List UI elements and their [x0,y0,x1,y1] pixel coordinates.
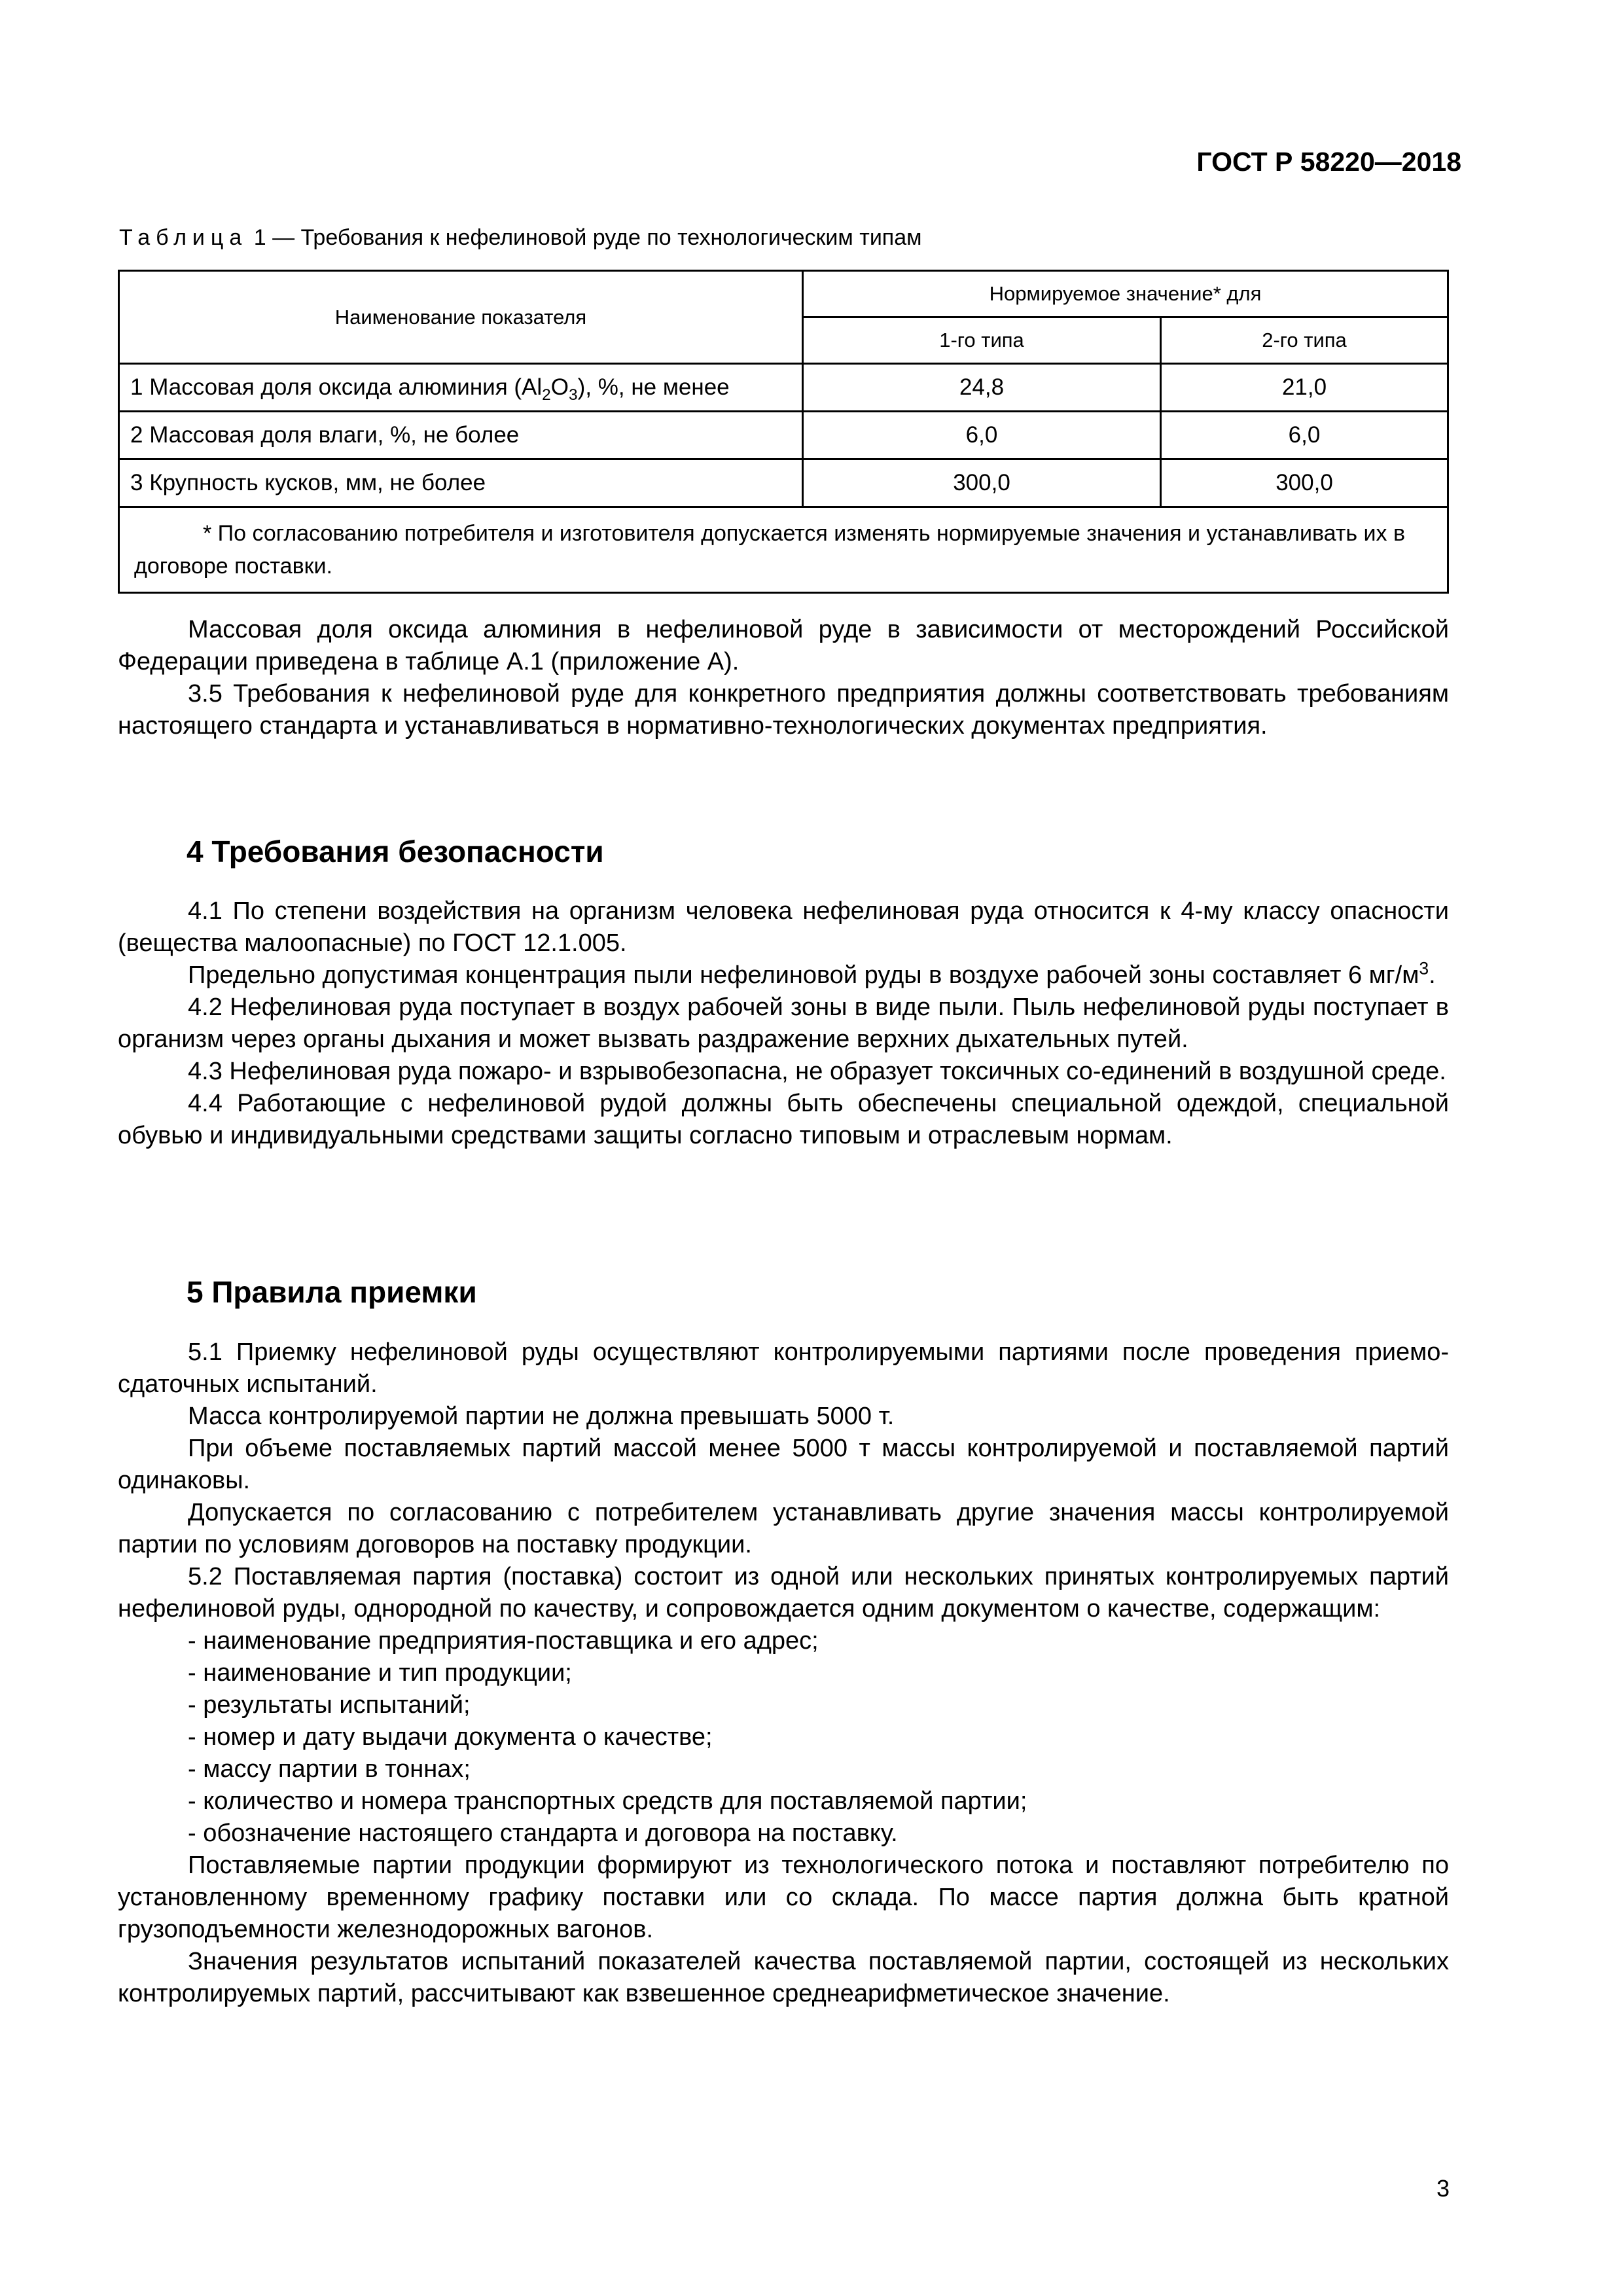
column-header-group: Нормируемое значение* для [803,271,1448,317]
section-heading: 4 Требования безопасности [187,834,604,869]
column-header-name: Наименование показателя [119,271,803,364]
table-caption-word: Таблица [119,225,248,250]
row-value-type1: 24,8 [803,364,1161,412]
row-value-type2: 21,0 [1161,364,1448,412]
paragraph: 4.1 По степени воздействия на организм человека нефелиновая руда относится к 4-му классу опасности (вещества малоопасные) по ГОСТ 12.1.005. [118,897,1449,957]
column-header-type1: 1-го типа [803,317,1161,364]
list-item: - номер и дату выдачи документа о качестве; [188,1723,713,1751]
table-note-row [119,507,1448,593]
paragraph: Массовая доля оксида алюминия в нефелиновой руде в зависимости от месторождений Российской Федерации приведена в таблице А.1 (приложение А). [118,616,1449,675]
column-header-type2: 2-го типа [1161,317,1448,364]
list-item: - массу партии в тоннах; [188,1755,471,1783]
table-caption-text: 1 — Требования к нефелиновой руде по технологическим типам [247,225,922,250]
paragraph: Поставляемые партии продукции формируют из технологического потока и поставляют потребителю по установленному временному графику поставки или со склада. По массе партия должна быть кратной грузоподъемности железнодорожных вагонов. [118,1852,1449,1943]
paragraph: 3.5 Требования к нефелиновой руде для конкретного предприятия должны соответствовать требованиям настоящего стандарта и устанавливаться в нормативно-технологических документах предприятия. [118,680,1449,740]
paragraph: Значения результатов испытаний показателей качества поставляемой партии, состоящей из нескольких контролируемых партий, рассчитывают как взвешенное среднеарифметическое значение. [118,1948,1449,2007]
paragraph: При объеме поставляемых партий массой менее 5000 т массы контролируемой и поставляемой партий одинаковы. [118,1435,1449,1494]
table-row [119,364,1448,412]
table-row [119,459,1448,507]
list-item: - количество и номера транспортных средств для поставляемой партии; [188,1787,1027,1815]
section-heading: 5 Правила приемки [187,1275,477,1309]
table-row [119,412,1448,459]
row-value-type1: 300,0 [803,459,1161,507]
requirements-table [118,270,1449,594]
row-value-type2: 6,0 [1161,412,1448,459]
list-item: - наименование предприятия-поставщика и его адрес; [188,1627,819,1655]
row-value-type2: 300,0 [1161,459,1448,507]
section-4-text [118,895,1449,1152]
list-item: - обозначение настоящего стандарта и договора на поставку. [188,1820,898,1847]
paragraph: 4.2 Нефелиновая руда поступает в воздух рабочей зоны в виде пыли. Пыль нефелиновой руды поступает в организм через органы дыхания и может вызвать раздражение верхних дыхательных путей. [118,994,1449,1053]
list-item: - наименование и тип продукции; [188,1659,572,1687]
paragraph: Предельно допустимая концентрация пыли нефелиновой руды в воздухе рабочей зоны составляет 6 $мг/м^3$. [188,958,1436,989]
paragraph: 4.4 Работающие с нефелиновой рудой должны быть обеспечены специальной одеждой, специальной обувью и индивидуальными средствами защиты согласно типовым и отраслевым нормам. [118,1090,1449,1149]
list-item: - результаты испытаний; [188,1691,471,1719]
row-label: 3 Крупность кусков, мм, не более [119,459,803,507]
section-4 [118,836,1449,868]
standard-code: ГОСТ Р 58220—2018 [1196,147,1461,177]
section-3-text [118,614,1449,742]
table-footnote: * По согласованию потребителя и изготовителя допускается изменять нормируемые значения и устанавливать их в договоре поставки. [119,507,1448,593]
section-5-text [118,1336,1449,2010]
row-label: 2 Массовая доля влаги, %, не более [119,412,803,459]
paragraph: 5.1 Приемку нефелиновой руды осуществляют контролируемыми партиями после проведения приемо-сдаточных испытаний. [118,1338,1449,1398]
section-5 [118,1276,1449,1308]
paragraph: 5.2 Поставляемая партия (поставка) состоит из одной или нескольких принятых контролируемых партий нефелиновой руды, однородной по качеству, и сопровождается одним документом о качестве, содержащим: [118,1563,1449,1623]
page-number: 3 [1436,2175,1450,2202]
table-header-row [119,271,1448,317]
row-value-type1: 6,0 [803,412,1161,459]
row-label: 1 Массовая доля оксида алюминия $(Al_2O_3)$, %, не менее [119,364,803,412]
table-caption [119,225,922,251]
paragraph: Масса контролируемой партии не должна превышать 5000 т. [188,1403,895,1430]
paragraph: Допускается по согласованию с потребителем устанавливать другие значения массы контролируемой партии по условиям договоров на поставку продукции. [118,1499,1449,1558]
paragraph: 4.3 Нефелиновая руда пожаро- и взрывобезопасна, не образует токсичных со-единений в воздушной среде. [188,1058,1446,1085]
